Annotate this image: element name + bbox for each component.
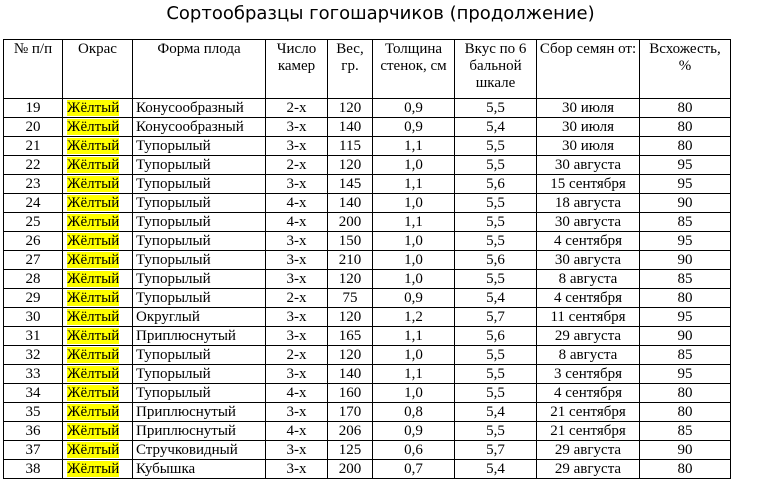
cell-germination: 80 [640, 384, 731, 403]
table-row [4, 308, 731, 327]
cell-color [63, 327, 133, 346]
cell-harvest: 30 августа [537, 156, 640, 175]
cell-color [63, 403, 133, 422]
cell-chambers: 4-х [266, 422, 328, 441]
header-shape: Форма плода [133, 40, 266, 99]
cell-num: 25 [4, 213, 63, 232]
cell-color [63, 441, 133, 460]
cell-chambers: 2-х [266, 99, 328, 118]
cell-harvest: 21 сентября [537, 422, 640, 441]
header-taste: Вкус по 6 бальной шкале [455, 40, 537, 99]
cell-color [63, 175, 133, 194]
table-row [4, 384, 731, 403]
cell-chambers: 4-х [266, 384, 328, 403]
cell-taste: 5,5 [455, 213, 537, 232]
table-row [4, 213, 731, 232]
cell-germination: 95 [640, 232, 731, 251]
cell-shape: Тупорылый [133, 289, 266, 308]
table-row [4, 441, 731, 460]
highlighted-color-text: Жёлтый [67, 176, 120, 192]
cell-shape: Тупорылый [133, 251, 266, 270]
cell-thickness: 0,8 [373, 403, 455, 422]
header-weight: Вес, гр. [328, 40, 373, 99]
cell-thickness: 1,1 [373, 327, 455, 346]
highlighted-color-text: Жёлтый [67, 328, 120, 344]
cell-color [63, 99, 133, 118]
header-chambers: Число камер [266, 40, 328, 99]
cell-num: 36 [4, 422, 63, 441]
cell-germination: 95 [640, 308, 731, 327]
table-row [4, 175, 731, 194]
cell-color [63, 270, 133, 289]
cell-thickness: 1,1 [373, 175, 455, 194]
cell-num: 19 [4, 99, 63, 118]
cell-color [63, 346, 133, 365]
cell-harvest: 4 сентября [537, 289, 640, 308]
table-body [4, 99, 731, 479]
cell-taste: 5,5 [455, 99, 537, 118]
cell-num: 30 [4, 308, 63, 327]
cell-chambers: 3-х [266, 327, 328, 346]
cell-chambers: 3-х [266, 251, 328, 270]
cell-color [63, 308, 133, 327]
cell-weight: 170 [328, 403, 373, 422]
cell-germination: 85 [640, 346, 731, 365]
cell-num: 28 [4, 270, 63, 289]
cell-weight: 120 [328, 308, 373, 327]
cell-taste: 5,7 [455, 441, 537, 460]
cell-thickness: 1,0 [373, 384, 455, 403]
cell-thickness: 1,1 [373, 213, 455, 232]
cell-color [63, 194, 133, 213]
cell-color [63, 289, 133, 308]
cell-harvest: 30 августа [537, 251, 640, 270]
cell-thickness: 1,0 [373, 251, 455, 270]
table-row [4, 232, 731, 251]
cell-taste: 5,4 [455, 118, 537, 137]
cell-chambers: 3-х [266, 118, 328, 137]
cell-chambers: 2-х [266, 346, 328, 365]
cell-harvest: 15 сентября [537, 175, 640, 194]
table-row [4, 270, 731, 289]
cell-germination: 90 [640, 251, 731, 270]
cell-germination: 80 [640, 403, 731, 422]
cell-shape: Тупорылый [133, 384, 266, 403]
cell-taste: 5,5 [455, 232, 537, 251]
cell-color [63, 137, 133, 156]
cell-taste: 5,5 [455, 365, 537, 384]
cell-weight: 140 [328, 118, 373, 137]
cell-thickness: 0,9 [373, 422, 455, 441]
cell-germination: 80 [640, 99, 731, 118]
cell-thickness: 0,9 [373, 99, 455, 118]
cell-thickness: 1,0 [373, 156, 455, 175]
table-header-row [4, 40, 731, 99]
cell-germination: 80 [640, 460, 731, 479]
cell-weight: 160 [328, 384, 373, 403]
cell-shape: Приплюснутый [133, 422, 266, 441]
cell-thickness: 1,0 [373, 346, 455, 365]
cell-num: 38 [4, 460, 63, 479]
cell-shape: Тупорылый [133, 365, 266, 384]
cell-weight: 120 [328, 99, 373, 118]
header-harvest: Сбор семян от: [537, 40, 640, 99]
cell-chambers: 3-х [266, 137, 328, 156]
cell-weight: 120 [328, 156, 373, 175]
cell-shape: Конусообразный [133, 99, 266, 118]
cell-harvest: 18 августа [537, 194, 640, 213]
cell-weight: 165 [328, 327, 373, 346]
cell-harvest: 8 августа [537, 346, 640, 365]
table-row [4, 251, 731, 270]
table-row [4, 422, 731, 441]
cell-taste: 5,5 [455, 270, 537, 289]
cell-color [63, 460, 133, 479]
cell-color [63, 422, 133, 441]
cell-germination: 85 [640, 270, 731, 289]
cell-chambers: 3-х [266, 441, 328, 460]
cell-thickness: 0,7 [373, 460, 455, 479]
highlighted-color-text: Жёлтый [67, 442, 120, 458]
cell-chambers: 3-х [266, 308, 328, 327]
cell-chambers: 3-х [266, 175, 328, 194]
highlighted-color-text: Жёлтый [67, 138, 120, 154]
table-row [4, 365, 731, 384]
cell-chambers: 3-х [266, 460, 328, 479]
cell-color [63, 156, 133, 175]
cell-num: 29 [4, 289, 63, 308]
cell-harvest: 30 июля [537, 118, 640, 137]
cell-germination: 95 [640, 175, 731, 194]
cell-shape: Кубышка [133, 460, 266, 479]
cell-thickness: 1,0 [373, 270, 455, 289]
highlighted-color-text: Жёлтый [67, 195, 120, 211]
cell-harvest: 8 августа [537, 270, 640, 289]
cell-chambers: 3-х [266, 270, 328, 289]
highlighted-color-text: Жёлтый [67, 252, 120, 268]
highlighted-color-text: Жёлтый [67, 157, 120, 173]
highlighted-color-text: Жёлтый [67, 309, 120, 325]
cell-germination: 80 [640, 118, 731, 137]
cell-harvest: 4 сентября [537, 232, 640, 251]
header-color: Окрас [63, 40, 133, 99]
cell-weight: 200 [328, 213, 373, 232]
cell-num: 37 [4, 441, 63, 460]
table-row [4, 327, 731, 346]
cell-shape: Тупорылый [133, 194, 266, 213]
cell-num: 21 [4, 137, 63, 156]
cell-taste: 5,4 [455, 289, 537, 308]
cell-taste: 5,5 [455, 384, 537, 403]
cell-weight: 140 [328, 365, 373, 384]
table-row [4, 156, 731, 175]
cell-harvest: 3 сентября [537, 365, 640, 384]
cell-shape: Тупорылый [133, 213, 266, 232]
cell-weight: 120 [328, 346, 373, 365]
cell-thickness: 1,1 [373, 137, 455, 156]
highlighted-color-text: Жёлтый [67, 271, 120, 287]
cell-thickness: 0,9 [373, 118, 455, 137]
document-title: Сортообразцы гогошарчиков (продолжение) [166, 3, 595, 24]
cell-harvest: 30 июля [537, 137, 640, 156]
cell-harvest: 30 июля [537, 99, 640, 118]
cell-shape: Тупорылый [133, 346, 266, 365]
cell-germination: 90 [640, 441, 731, 460]
highlighted-color-text: Жёлтый [67, 404, 120, 420]
cell-shape: Тупорылый [133, 232, 266, 251]
cell-harvest: 29 августа [537, 327, 640, 346]
cell-weight: 200 [328, 460, 373, 479]
cell-shape: Приплюснутый [133, 403, 266, 422]
table-row [4, 460, 731, 479]
cell-weight: 206 [328, 422, 373, 441]
highlighted-color-text: Жёлтый [67, 347, 120, 363]
cell-num: 31 [4, 327, 63, 346]
header-germination: Всхожесть, % [640, 40, 731, 99]
cell-thickness: 1,2 [373, 308, 455, 327]
cell-color [63, 213, 133, 232]
cell-harvest: 21 сентября [537, 403, 640, 422]
cell-num: 23 [4, 175, 63, 194]
cell-num: 24 [4, 194, 63, 213]
cell-num: 34 [4, 384, 63, 403]
cell-color [63, 251, 133, 270]
cell-taste: 5,4 [455, 460, 537, 479]
highlighted-color-text: Жёлтый [67, 423, 120, 439]
cell-taste: 5,5 [455, 137, 537, 156]
cell-num: 26 [4, 232, 63, 251]
cell-taste: 5,5 [455, 346, 537, 365]
highlighted-color-text: Жёлтый [67, 233, 120, 249]
cell-taste: 5,5 [455, 156, 537, 175]
seed-varieties-table [3, 39, 731, 479]
cell-num: 27 [4, 251, 63, 270]
cell-chambers: 3-х [266, 403, 328, 422]
cell-weight: 140 [328, 194, 373, 213]
cell-taste: 5,4 [455, 403, 537, 422]
cell-chambers: 2-х [266, 289, 328, 308]
cell-chambers: 3-х [266, 365, 328, 384]
cell-harvest: 29 августа [537, 460, 640, 479]
cell-color [63, 384, 133, 403]
highlighted-color-text: Жёлтый [67, 214, 120, 230]
cell-harvest: 30 августа [537, 213, 640, 232]
cell-germination: 85 [640, 213, 731, 232]
highlighted-color-text: Жёлтый [67, 366, 120, 382]
cell-weight: 145 [328, 175, 373, 194]
cell-shape: Приплюснутый [133, 327, 266, 346]
cell-germination: 90 [640, 194, 731, 213]
cell-germination: 80 [640, 289, 731, 308]
cell-num: 32 [4, 346, 63, 365]
cell-shape: Стручковидный [133, 441, 266, 460]
cell-color [63, 365, 133, 384]
cell-weight: 120 [328, 270, 373, 289]
highlighted-color-text: Жёлтый [67, 100, 120, 116]
cell-weight: 150 [328, 232, 373, 251]
cell-shape: Тупорылый [133, 156, 266, 175]
cell-germination: 95 [640, 156, 731, 175]
table-row [4, 289, 731, 308]
cell-chambers: 4-х [266, 194, 328, 213]
table-row [4, 99, 731, 118]
cell-num: 22 [4, 156, 63, 175]
highlighted-color-text: Жёлтый [67, 119, 120, 135]
cell-num: 20 [4, 118, 63, 137]
table-row [4, 403, 731, 422]
cell-thickness: 1,1 [373, 365, 455, 384]
table-row [4, 118, 731, 137]
cell-thickness: 1,0 [373, 194, 455, 213]
cell-weight: 75 [328, 289, 373, 308]
cell-germination: 80 [640, 137, 731, 156]
cell-taste: 5,6 [455, 327, 537, 346]
cell-color [63, 118, 133, 137]
cell-germination: 85 [640, 422, 731, 441]
cell-weight: 210 [328, 251, 373, 270]
highlighted-color-text: Жёлтый [67, 290, 120, 306]
cell-germination: 95 [640, 365, 731, 384]
cell-shape: Тупорылый [133, 137, 266, 156]
cell-thickness: 0,6 [373, 441, 455, 460]
cell-num: 35 [4, 403, 63, 422]
cell-thickness: 1,0 [373, 232, 455, 251]
highlighted-color-text: Жёлтый [67, 461, 120, 477]
table-row [4, 137, 731, 156]
cell-chambers: 2-х [266, 156, 328, 175]
cell-chambers: 4-х [266, 213, 328, 232]
cell-num: 33 [4, 365, 63, 384]
cell-thickness: 0,9 [373, 289, 455, 308]
table-row [4, 346, 731, 365]
cell-shape: Тупорылый [133, 270, 266, 289]
cell-weight: 115 [328, 137, 373, 156]
cell-germination: 90 [640, 327, 731, 346]
cell-taste: 5,5 [455, 194, 537, 213]
header-thickness: Толщина стенок, см [373, 40, 455, 99]
cell-chambers: 3-х [266, 232, 328, 251]
cell-harvest: 11 сентября [537, 308, 640, 327]
cell-shape: Тупорылый [133, 175, 266, 194]
highlighted-color-text: Жёлтый [67, 385, 120, 401]
cell-weight: 125 [328, 441, 373, 460]
cell-taste: 5,6 [455, 175, 537, 194]
cell-taste: 5,5 [455, 422, 537, 441]
cell-shape: Конусообразный [133, 118, 266, 137]
cell-harvest: 4 сентября [537, 384, 640, 403]
cell-taste: 5,7 [455, 308, 537, 327]
cell-shape: Округлый [133, 308, 266, 327]
cell-taste: 5,6 [455, 251, 537, 270]
table-row [4, 194, 731, 213]
cell-color [63, 232, 133, 251]
header-num: № п/п [4, 40, 63, 99]
cell-harvest: 29 августа [537, 441, 640, 460]
